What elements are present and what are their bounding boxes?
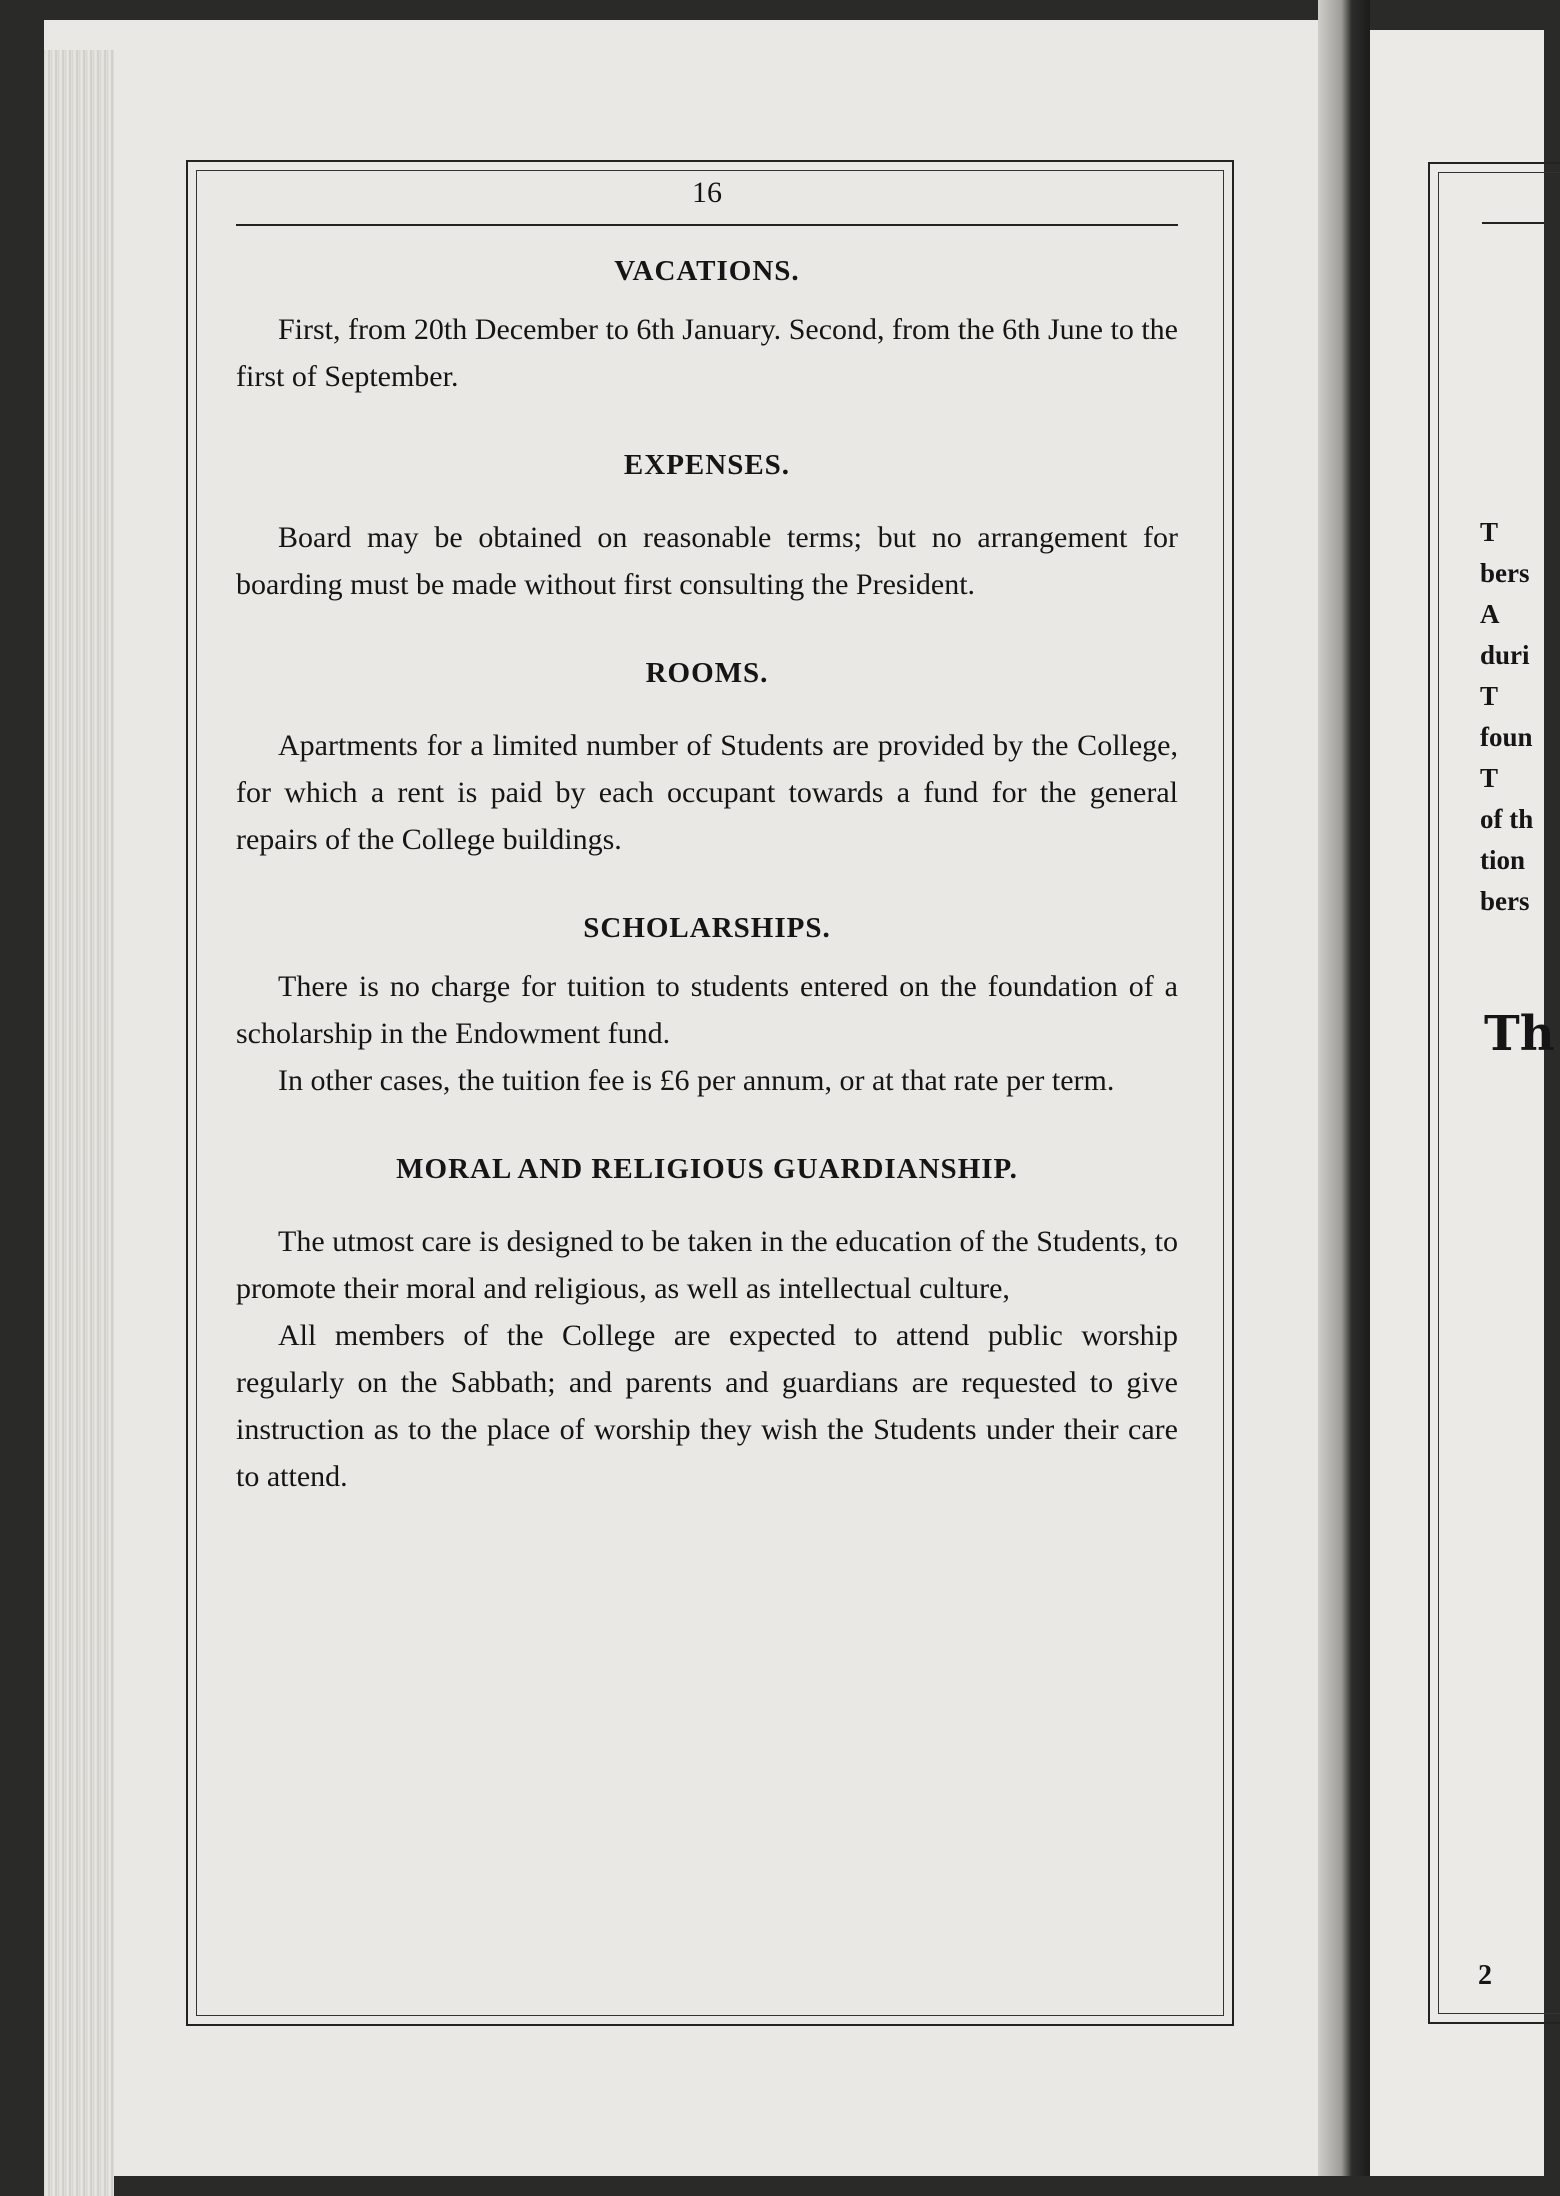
- section-heading: ROOMS.: [645, 657, 769, 689]
- header-rule: [236, 224, 1178, 226]
- section-paragraph: In other cases, the tuition fee is £6 per annum, or at that rate per term.: [278, 1064, 1115, 1097]
- section-heading: MORAL AND RELIGIOUS GUARDIANSHIP.: [396, 1153, 1018, 1185]
- page-edges: [44, 50, 114, 2196]
- page-number: 16: [692, 176, 722, 209]
- right-page-heading: Th: [1484, 1006, 1555, 1062]
- section-paragraph: All members of the College are expected to attend public worship regularly on the Sabbath; and parents and guardians are requested to give instruction as to the place of worship they wish the Students under their care to attend.: [236, 1319, 1178, 1493]
- section-heading: EXPENSES.: [623, 449, 791, 481]
- section-paragraph: The utmost care is designed to be taken in the education of the Students, to promote their moral and religious, as well as intellectual culture,: [236, 1225, 1178, 1305]
- right-header-rule: [1482, 222, 1544, 224]
- section-heading: VACATIONS.: [614, 255, 800, 287]
- section-paragraph: Board may be obtained on reasonable terms; but no arrangement for boarding must be made without first consulting the President.: [236, 521, 1178, 601]
- right-text-fragment: duri: [1480, 640, 1530, 670]
- right-text-fragment: T: [1480, 517, 1499, 547]
- section-vacations: [236, 248, 1178, 400]
- section-expenses: [236, 442, 1178, 608]
- right-text-fragment: foun: [1480, 722, 1533, 752]
- right-page-border: [1428, 162, 1560, 2024]
- section-moral-and-religious-guardianship: [236, 1146, 1178, 1500]
- right-page-text: [1480, 512, 1544, 922]
- right-page-border-inner: [1438, 172, 1560, 2014]
- book-gutter: [1318, 0, 1370, 2176]
- section-paragraph: Apartments for a limited number of Students are provided by the College, for which a rent is paid by each occupant towards a fund for the general repairs of the College buildings.: [236, 729, 1178, 856]
- section-heading: SCHOLARSHIPS.: [583, 912, 831, 944]
- right-text-fragment: T: [1480, 763, 1499, 793]
- right-page-number: 2: [1478, 1960, 1492, 1991]
- page-content: [236, 170, 1178, 1500]
- section-scholarships: [236, 905, 1178, 1104]
- right-text-fragment: bers: [1480, 886, 1530, 916]
- right-text-fragment: T: [1480, 681, 1499, 711]
- section-paragraph: First, from 20th December to 6th January. Second, from the 6th June to the first of September.: [236, 313, 1178, 393]
- right-text-fragment: of th: [1480, 804, 1534, 834]
- right-text-fragment: bers: [1480, 558, 1530, 588]
- right-text-fragment: A: [1480, 599, 1500, 629]
- right-text-fragment: tion: [1480, 845, 1526, 875]
- section-rooms: [236, 650, 1178, 863]
- section-paragraph: There is no charge for tuition to students entered on the foundation of a scholarship in the Endowment fund.: [236, 970, 1178, 1050]
